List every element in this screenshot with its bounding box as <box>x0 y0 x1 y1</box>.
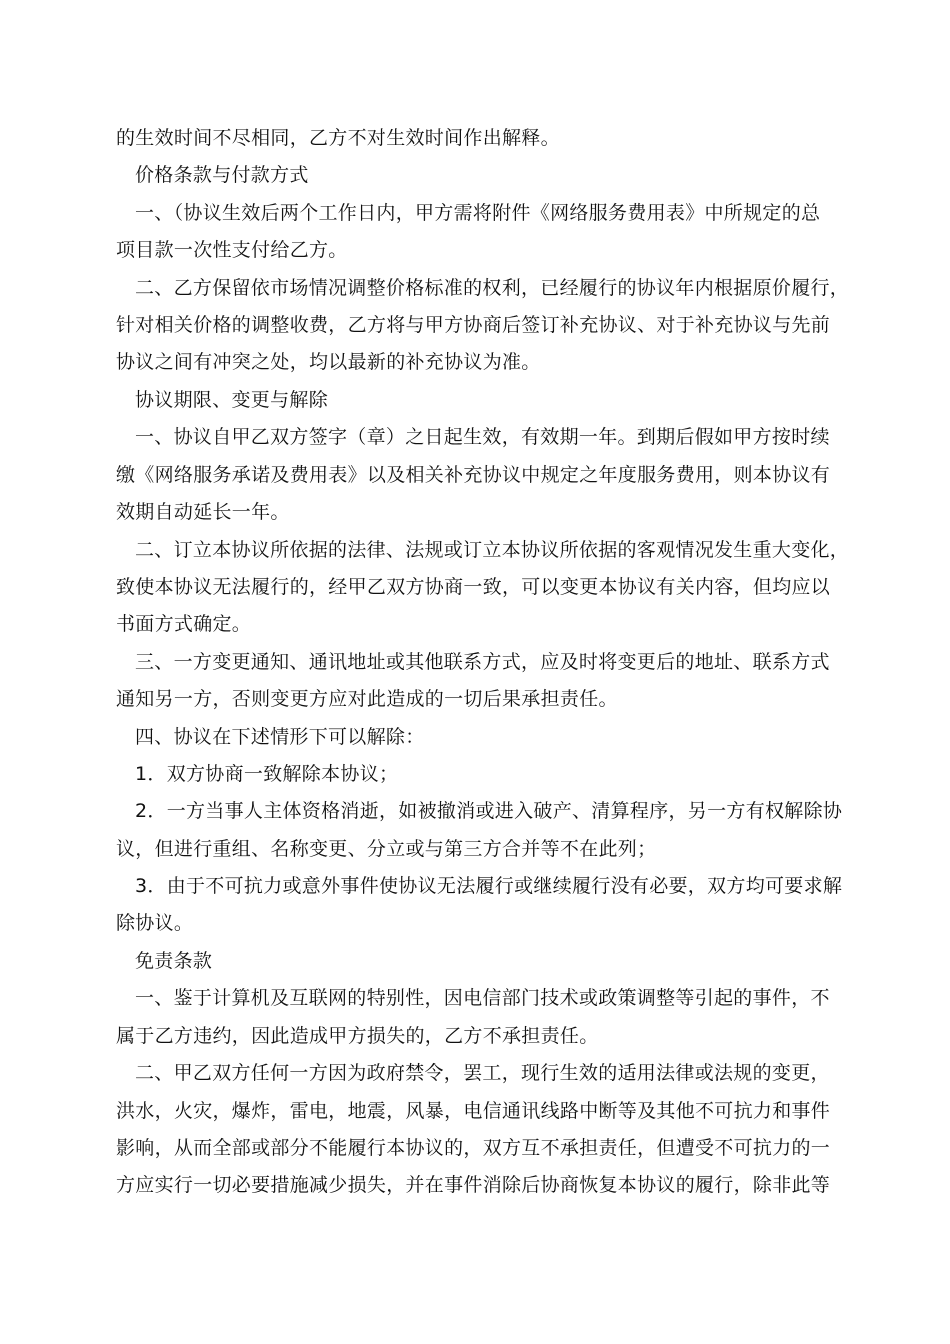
text-line: 致使本协议无法履行的，经甲乙双方协商一致，可以变更本协议有关内容，但均应以 <box>116 576 831 598</box>
section-heading-term-change: 协议期限、变更与解除 <box>135 389 329 411</box>
text-line: 一、鉴于计算机及互联网的特别性，因电信部门技术或政策调整等引起的事件，不 <box>135 987 830 1009</box>
text-line: 协议之间有冲突之处，均以最新的补充协议为准。 <box>116 351 541 373</box>
text-line: 缴《网络服务承诺及费用表》以及相关补充协议中规定之年度服务费用，则本协议有 <box>116 464 831 486</box>
section-heading-disclaimer: 免责条款 <box>135 950 213 972</box>
text-line: 议，但进行重组、名称变更、分立或与第三方合并等不在此列； <box>116 838 657 860</box>
text-line: 针对相关价格的调整收费，乙方将与甲方协商后签订补充协议、对于补充协议与先前 <box>116 314 831 336</box>
text-line: 三、一方变更通知、通讯地址或其他联系方式，应及时将变更后的地址、联系方式 <box>135 651 830 673</box>
text-line: 项目款一次性支付给乙方。 <box>116 239 348 261</box>
text-line: 一、协议自甲乙双方签字（章）之日起生效，有效期一年。到期后假如甲方按时续 <box>135 426 830 448</box>
list-item: 1．双方协商一致解除本协议； <box>135 763 399 785</box>
text-line: 洪水，火灾，爆炸，雷电，地震，风暴，电信通讯线路中断等及其他不可抗力和事件 <box>116 1100 831 1122</box>
text-line: 一、（协议生效后两个工作日内，甲方需将附件《网络服务费用表》中所规定的总 <box>135 202 821 224</box>
text-line: 通知另一方，否则变更方应对此造成的一切后果承担责任。 <box>116 688 618 710</box>
text-line: 二、乙方保留依市场情况调整价格标准的权利，已经履行的协议年内根据原价履行， <box>135 277 850 299</box>
list-item: 3．由于不可抗力或意外事件使协议无法履行或继续履行没有必要，双方均可要求解 <box>135 875 843 897</box>
text-line: 效期自动延长一年。 <box>116 501 290 523</box>
list-item: 2．一方当事人主体资格消逝，如被撤消或进入破产、清算程序，另一方有权解除协 <box>135 800 843 822</box>
text-line: 四、协议在下述情形下可以解除： <box>135 726 425 748</box>
text-line: 影响，从而全部或部分不能履行本协议的，双方互不承担责任，但遭受不可抗力的一 <box>116 1137 831 1159</box>
section-heading-price-payment: 价格条款与付款方式 <box>135 164 309 186</box>
text-line: 二、订立本协议所依据的法律、法规或订立本协议所依据的客观情况发生重大变化， <box>135 539 850 561</box>
text-line: 方应实行一切必要措施减少损失，并在事件消除后协商恢复本协议的履行，除非此等 <box>116 1174 831 1196</box>
text-line: 书面方式确定。 <box>116 613 252 635</box>
text-line: 的生效时间不尽相同，乙方不对生效时间作出解释。 <box>116 127 560 149</box>
text-line: 二、甲乙双方任何一方因为政府禁令，罢工，现行生效的适用法律或法规的变更， <box>135 1062 830 1084</box>
text-line: 除协议。 <box>116 912 194 934</box>
text-line: 属于乙方违约，因此造成甲方损失的，乙方不承担责任。 <box>116 1025 599 1047</box>
